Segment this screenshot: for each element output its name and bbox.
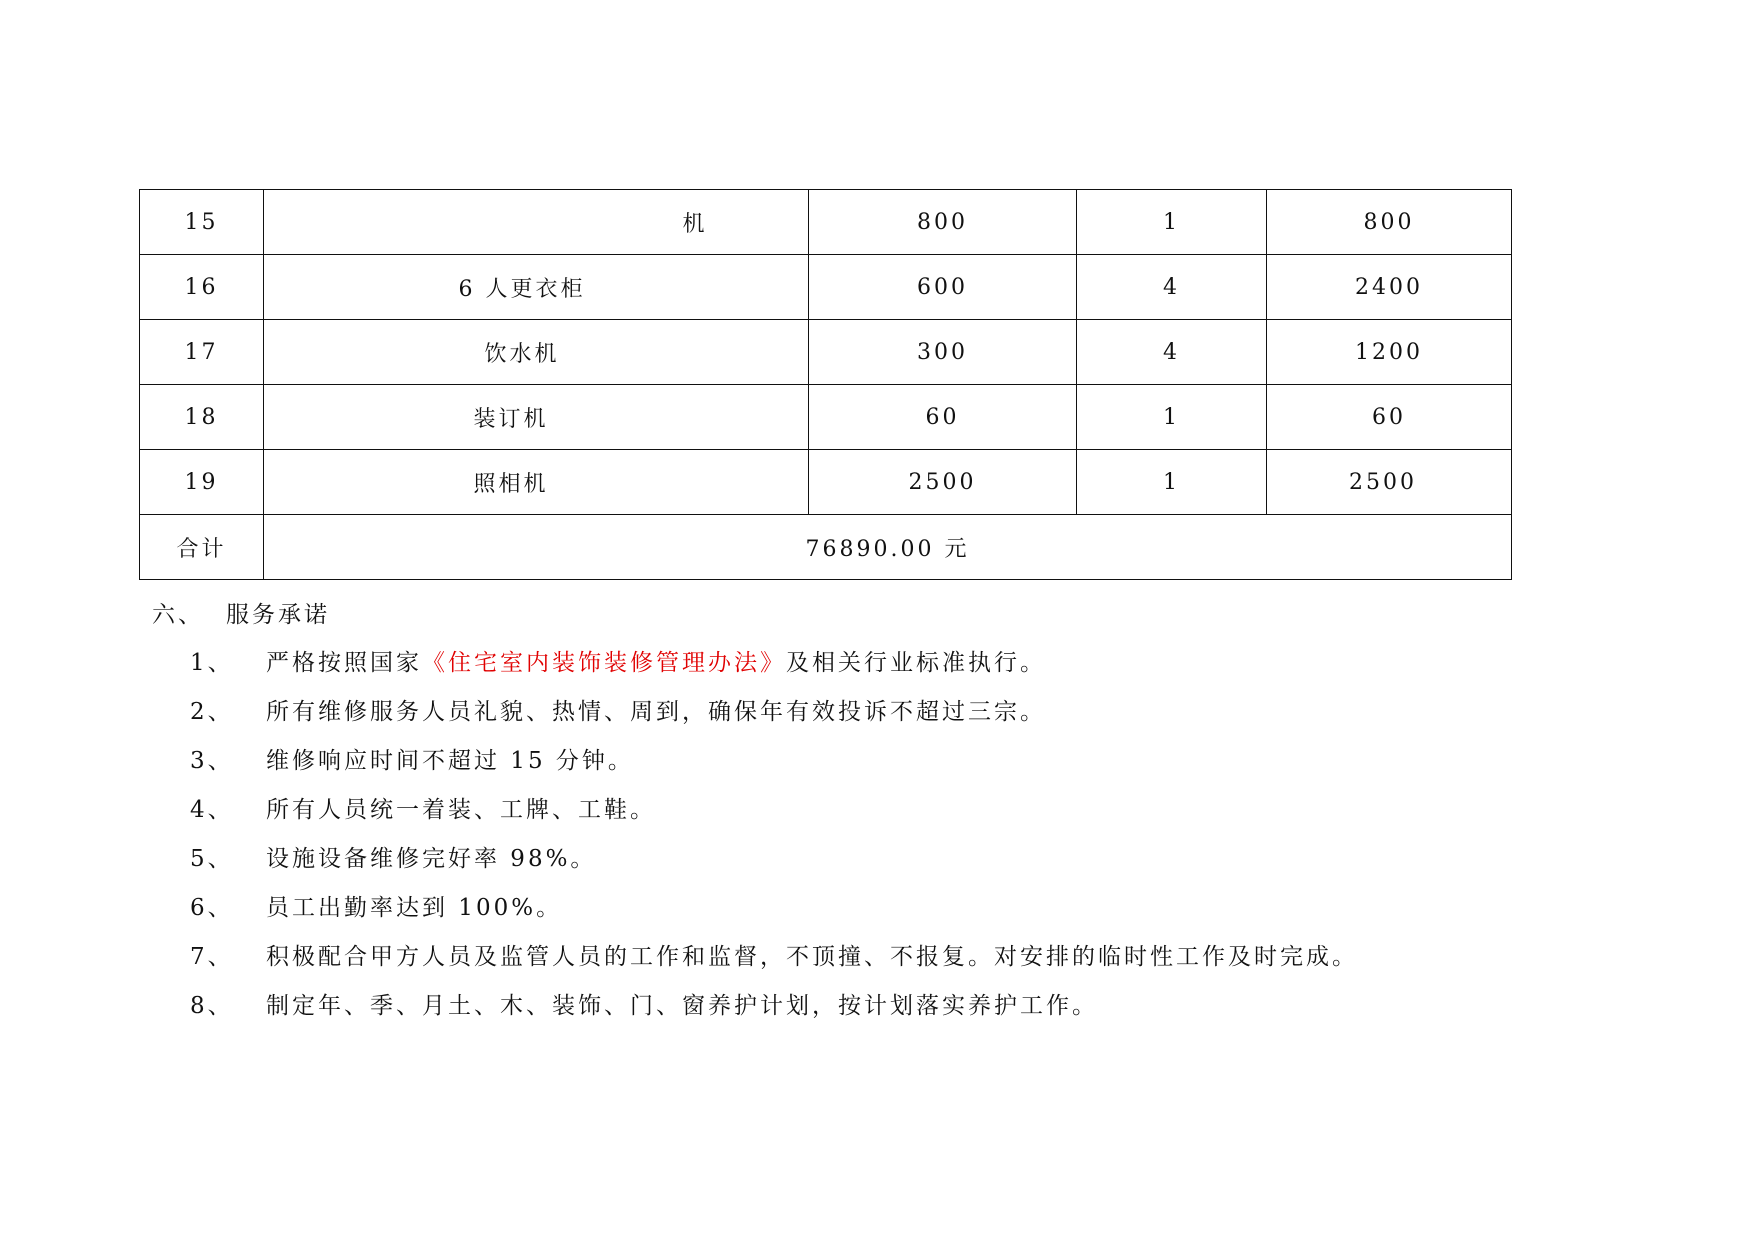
item-name: 装订机 (264, 385, 809, 450)
list-item (190, 942, 1358, 991)
item-number: 3、 (190, 748, 234, 774)
table-row (140, 255, 1512, 320)
item-text: 严格按照国家 (266, 650, 422, 676)
table-row (140, 385, 1512, 450)
item-number: 7、 (190, 944, 234, 970)
item-name (264, 190, 809, 255)
item-text: 所有维修服务人员礼貌、热情、周到，确保年有效投诉不超过三宗。 (266, 699, 1046, 725)
item-number: 1、 (190, 650, 234, 676)
subtotal: 800 (1267, 190, 1512, 255)
unit-price: 60 (809, 385, 1077, 450)
table-row (140, 320, 1512, 385)
quantity: 4 (1077, 255, 1267, 320)
item-text: 设施设备维修完好率 98%。 (266, 846, 597, 872)
item-name: 6 人更衣柜 (264, 255, 809, 320)
total-label: 合计 (140, 515, 264, 580)
list-item (190, 844, 1358, 893)
item-number: 2、 (190, 699, 234, 725)
subtotal: 2400 (1267, 255, 1512, 320)
section-heading (152, 596, 330, 629)
unit-price: 2500 (809, 450, 1077, 515)
list-item (190, 746, 1358, 795)
item-number: 5、 (190, 846, 234, 872)
subtotal: 1200 (1267, 320, 1512, 385)
row-number: 17 (140, 320, 264, 385)
row-number: 18 (140, 385, 264, 450)
list-item (190, 893, 1358, 942)
regulation-title: 《住宅室内装饰装修管理办法》 (422, 650, 786, 676)
item-text-continued: 及相关行业标准执行。 (786, 650, 1046, 676)
quantity: 1 (1077, 385, 1267, 450)
item-name: 饮水机 (264, 320, 809, 385)
item-name-text: 机 (682, 211, 708, 237)
unit-price: 600 (809, 255, 1077, 320)
item-number: 8、 (190, 993, 234, 1019)
unit-price: 800 (809, 190, 1077, 255)
list-item (190, 795, 1358, 844)
section-title: 服务承诺 (226, 602, 330, 628)
item-text: 所有人员统一着装、工牌、工鞋。 (266, 797, 656, 823)
unit-price: 300 (809, 320, 1077, 385)
subtotal: 2500 (1267, 450, 1512, 515)
item-name: 照相机 (264, 450, 809, 515)
row-number: 16 (140, 255, 264, 320)
item-number: 4、 (190, 797, 234, 823)
item-text: 维修响应时间不超过 15 分钟。 (266, 748, 634, 774)
quantity: 1 (1077, 190, 1267, 255)
total-value: 76890.00 元 (264, 515, 1512, 580)
row-number: 15 (140, 190, 264, 255)
item-text: 积极配合甲方人员及监管人员的工作和监督，不顶撞、不报复。对安排的临时性工作及时完成。 (266, 944, 1358, 970)
item-text: 员工出勤率达到 100%。 (266, 895, 563, 921)
list-item (190, 648, 1358, 697)
item-number: 6、 (190, 895, 234, 921)
total-row (140, 515, 1512, 580)
table-row (140, 190, 1512, 255)
subtotal: 60 (1267, 385, 1512, 450)
equipment-table (139, 189, 1512, 580)
quantity: 1 (1077, 450, 1267, 515)
quantity: 4 (1077, 320, 1267, 385)
table-row (140, 450, 1512, 515)
list-item (190, 697, 1358, 746)
row-number: 19 (140, 450, 264, 515)
section-number: 六、 (152, 602, 204, 628)
commitment-list (190, 648, 1358, 1040)
list-item (190, 991, 1358, 1040)
item-text: 制定年、季、月土、木、装饰、门、窗养护计划，按计划落实养护工作。 (266, 993, 1098, 1019)
